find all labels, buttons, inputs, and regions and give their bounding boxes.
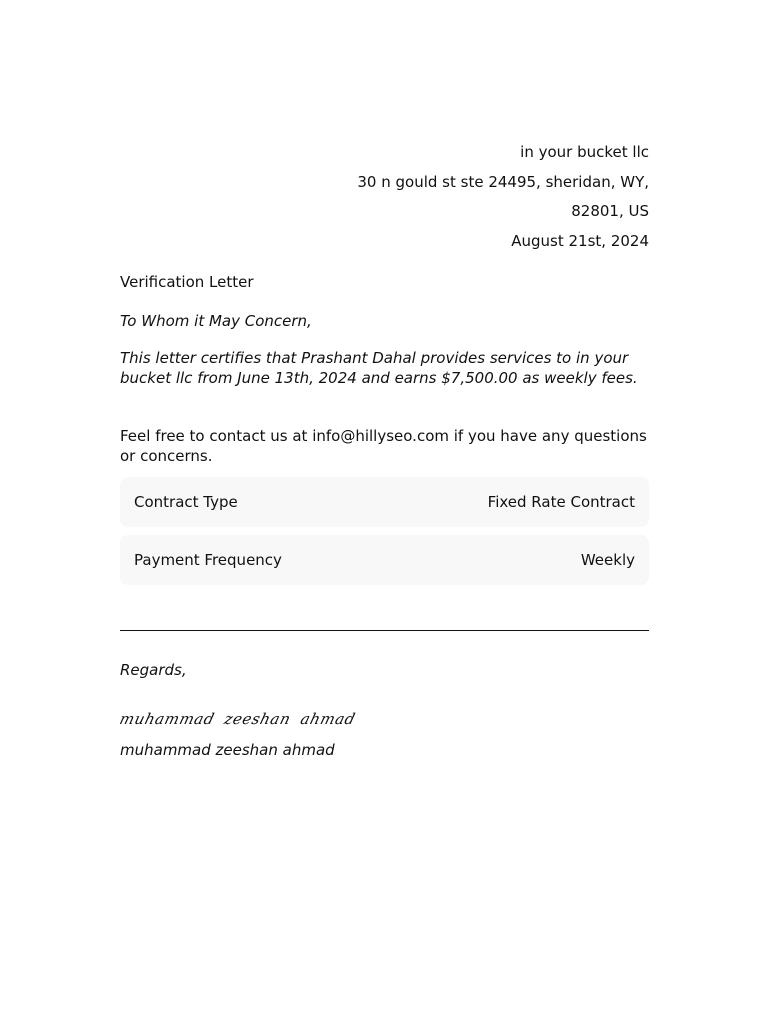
payment-frequency-label: Payment Frequency	[134, 551, 282, 569]
sender-address-line-1: 30 n gould st ste 24495, sheridan, WY,	[357, 172, 649, 191]
contract-type-row	[120, 477, 649, 527]
section-divider	[120, 630, 649, 631]
contract-type-value: Fixed Rate Contract	[487, 493, 635, 511]
letter-subject: Verification Letter	[120, 273, 254, 291]
sender-address-block	[289, 138, 649, 227]
contract-type-label: Contract Type	[134, 493, 238, 511]
payment-frequency-row	[120, 535, 649, 585]
letter-salutation: To Whom it May Concern,	[120, 312, 312, 330]
letter-body: This letter certifies that Prashant Dahal provides services to in your bucket llc from June 13th, 2024 and earns $7,500.00 as weekly fees.	[120, 349, 638, 387]
handwritten-signature: muhammad zeeshan ahmad	[117, 710, 358, 728]
signer-name: muhammad zeeshan ahmad	[120, 741, 335, 759]
contact-paragraph: Feel free to contact us at info@hillyseo.com if you have any questions or concerns.	[120, 427, 647, 465]
letter-date: August 21st, 2024	[511, 232, 649, 250]
closing-regards: Regards,	[120, 661, 187, 679]
sender-company: in your bucket llc	[520, 143, 649, 161]
sender-address-line-2: 82801, US	[571, 202, 649, 220]
payment-frequency-value: Weekly	[580, 551, 635, 569]
